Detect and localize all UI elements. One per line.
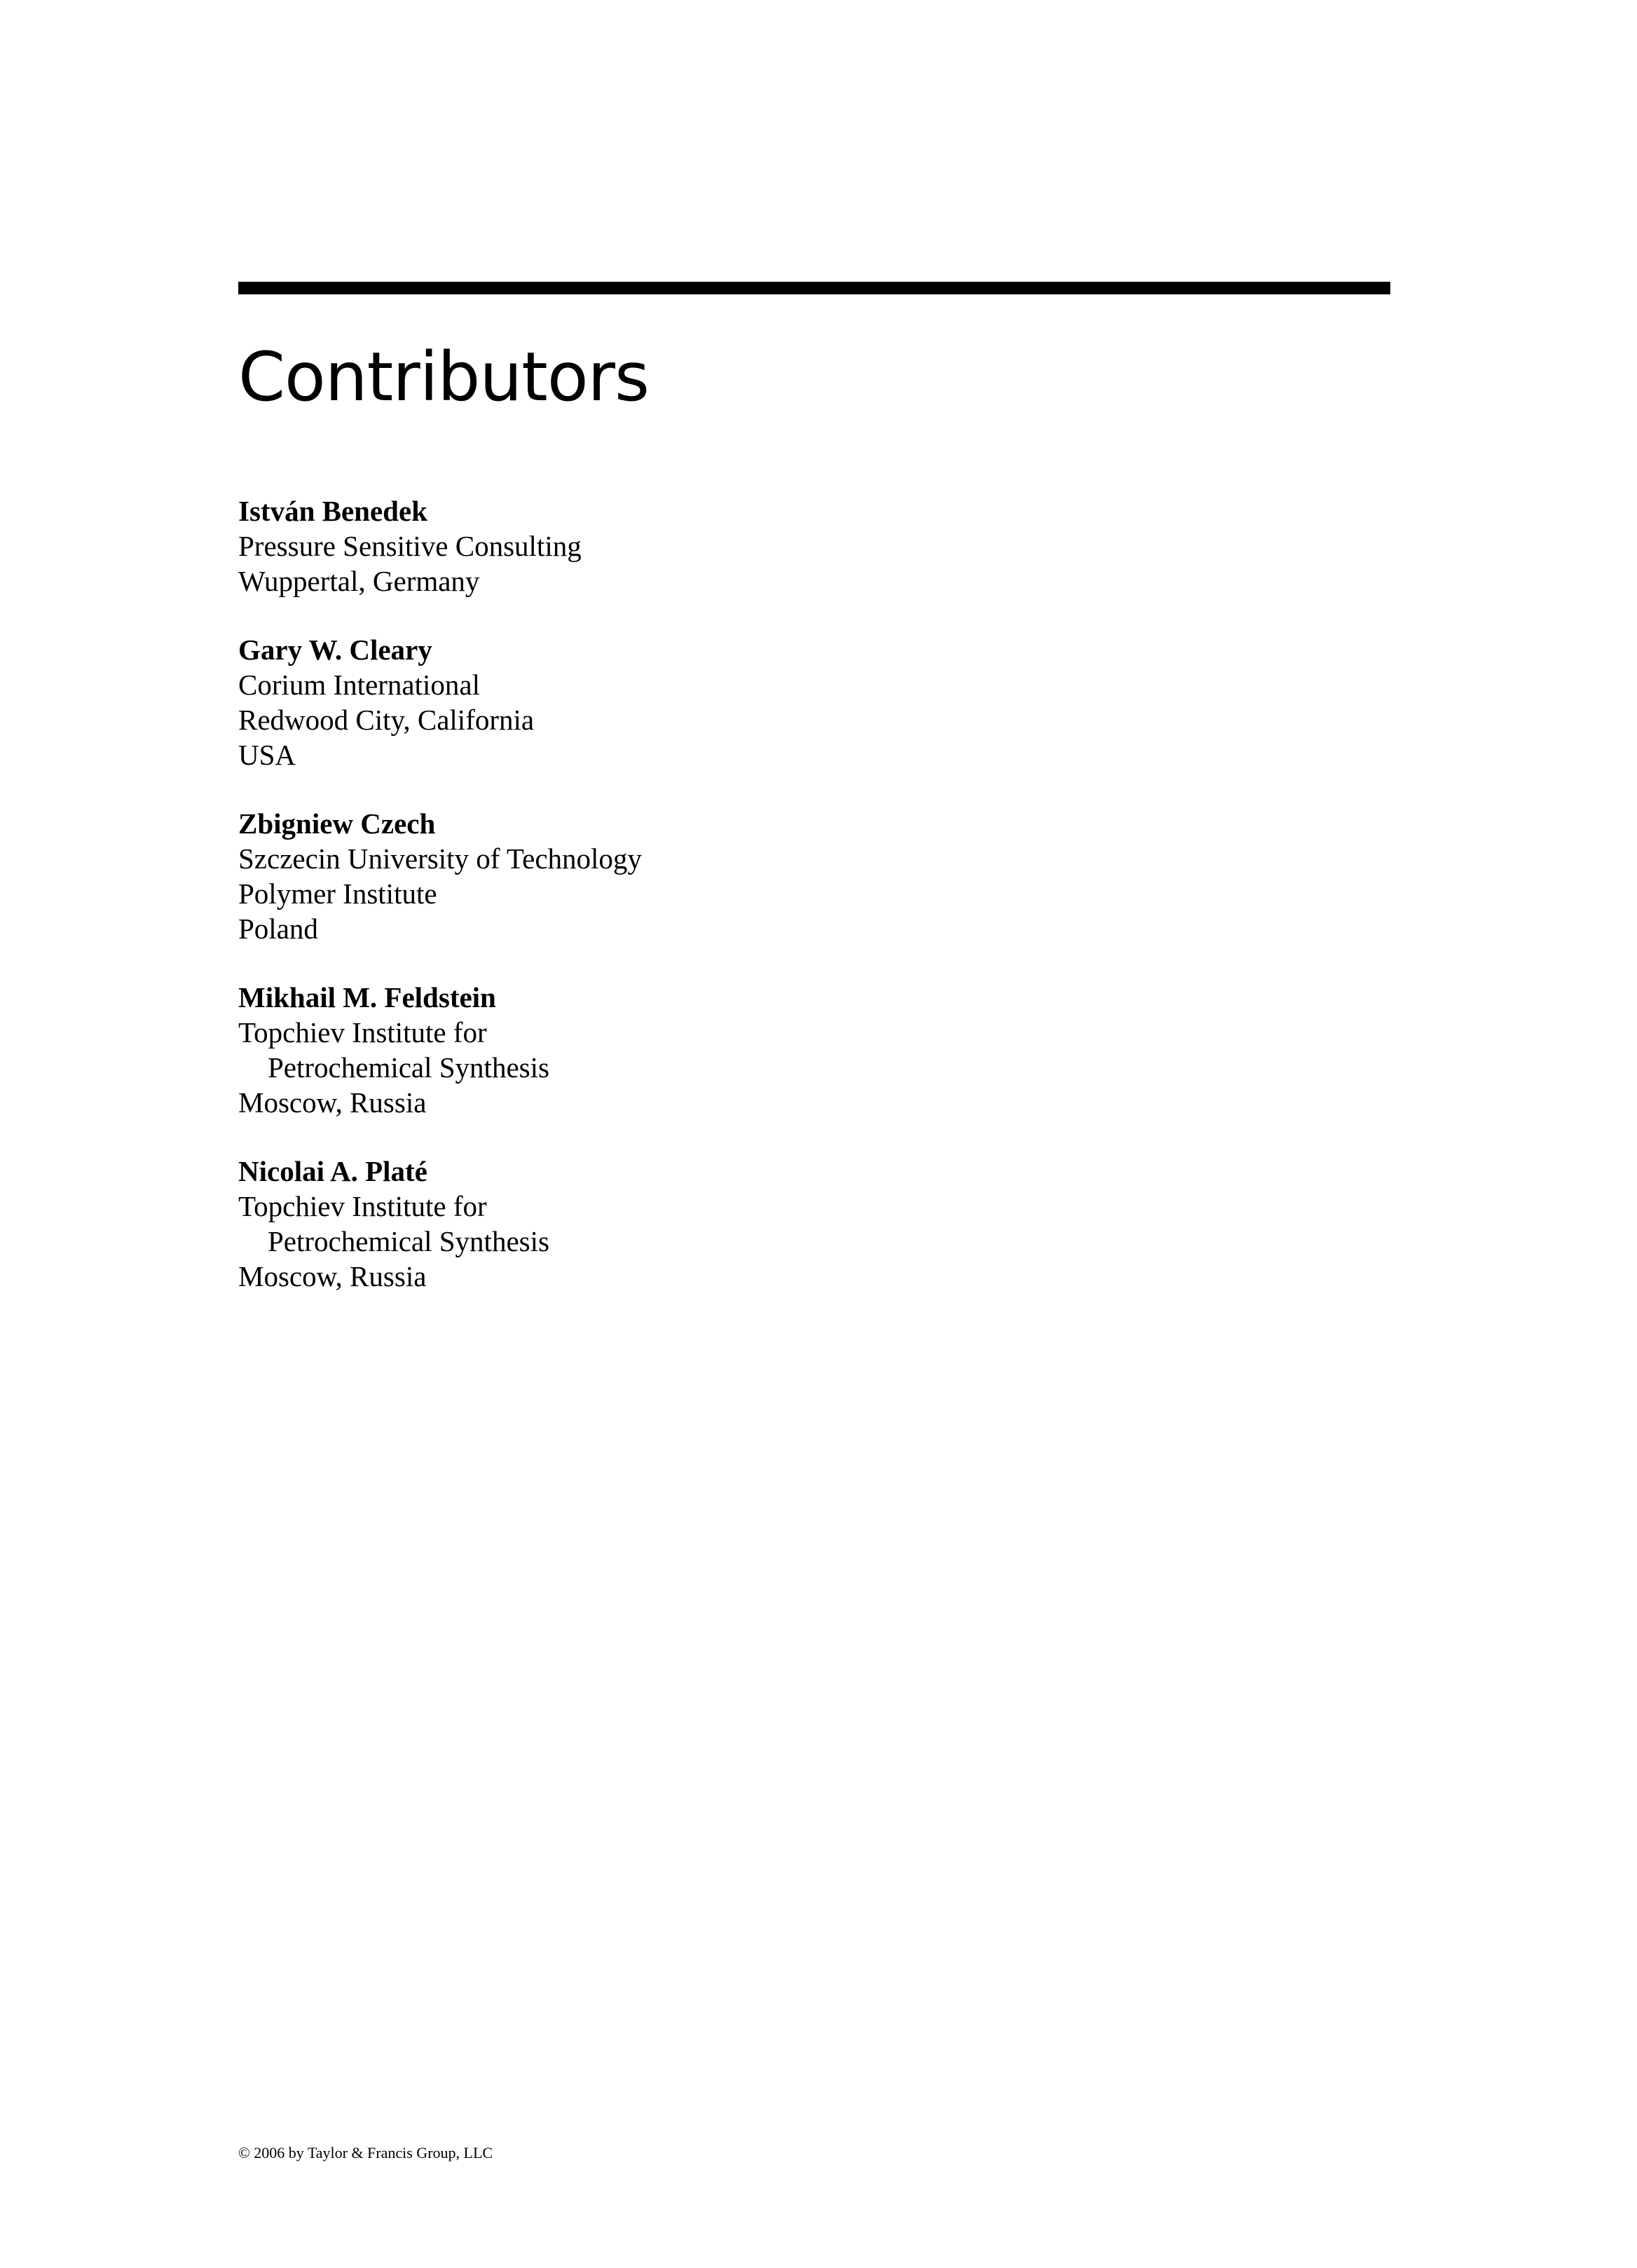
contributor-location-line: Redwood City, California — [238, 704, 535, 736]
page-title: Contributors — [238, 338, 650, 416]
copyright-notice: © 2006 by Taylor & Francis Group, LLC — [238, 2144, 493, 2161]
contributor-country-line: Poland — [238, 913, 318, 945]
contributor-location-line: Moscow, Russia — [238, 1260, 427, 1292]
contributor-location-line: Wuppertal, Germany — [238, 565, 480, 597]
contributor-entry — [238, 1154, 1219, 1294]
contributor-affiliation-line: Corium International — [238, 669, 480, 701]
header-rule — [238, 282, 1390, 294]
contributor-name: István Benedek — [238, 495, 427, 527]
contributor-department-line: Polymer Institute — [238, 877, 437, 910]
contributor-name: Gary W. Cleary — [238, 634, 432, 666]
contributor-affiliation-line: Pressure Sensitive Consulting — [238, 530, 582, 562]
contributor-entry — [238, 493, 1219, 599]
contributor-affiliation-line: Topchiev Institute for — [238, 1016, 487, 1048]
contributors-list — [238, 493, 1219, 1327]
contributor-entry — [238, 980, 1219, 1120]
contributor-name: Zbigniew Czech — [238, 807, 436, 840]
contributor-affiliation-continuation: Petrochemical Synthesis — [268, 1051, 549, 1084]
contributor-country-line: USA — [238, 739, 296, 771]
contributor-location-line: Moscow, Russia — [238, 1086, 427, 1119]
contributor-affiliation-continuation: Petrochemical Synthesis — [268, 1225, 549, 1257]
contributor-affiliation-line: Topchiev Institute for — [238, 1190, 487, 1222]
contributor-entry — [238, 632, 1219, 772]
contributor-affiliation-line: Szczecin University of Technology — [238, 842, 642, 875]
contributor-name: Mikhail M. Feldstein — [238, 981, 496, 1013]
contributor-entry — [238, 806, 1219, 946]
contributor-name: Nicolai A. Platé — [238, 1155, 427, 1187]
